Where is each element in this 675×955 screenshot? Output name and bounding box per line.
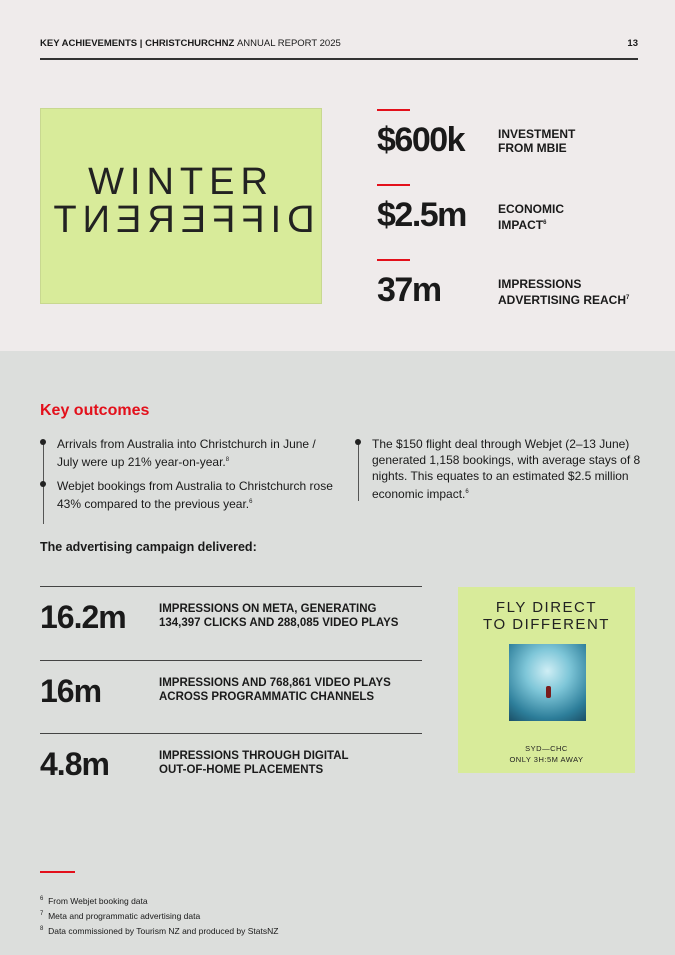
stat-economic-impact: [377, 184, 564, 234]
list-item: Webjet bookings from Australia to Christchurch rose 43% compared to the previous year.$^6$: [40, 478, 340, 512]
campaign-row: [40, 586, 422, 659]
row-label: IMPRESSIONS THROUGH DIGITAL OUT-OF-HOME PLACEMENTS: [159, 750, 349, 776]
ice-cave-photo: [509, 644, 586, 721]
footnote-rule: [40, 871, 75, 873]
fly-direct-ad: [458, 587, 635, 773]
stat-value: $600k: [377, 121, 465, 159]
red-rule: [377, 259, 410, 261]
row-label: IMPRESSIONS AND 768,861 VIDEO PLAYS ACROSS PROGRAMMATIC CHANNELS: [159, 677, 391, 703]
row-value: 16.2m: [40, 599, 126, 635]
stat-label: INVESTMENT FROM MBIE: [498, 127, 576, 155]
list-item: Arrivals from Australia into Christchurch in June / July were up 21% year-on-year.$^8$: [40, 436, 340, 470]
stat-label: IMPRESSIONS ADVERTISING REACH$^7$: [498, 277, 630, 307]
row-value: 16m: [40, 673, 102, 709]
list-item: The $150 flight deal through Webjet (2–13 June) generated 1,158 bookings, with average stays of 8 nights. This equates to an estimated $2.5 million economic impact.$^6$: [355, 436, 645, 502]
footnote: $^8$ Data commissioned by Tourism NZ and produced by StatsNZ: [40, 925, 279, 936]
separator: |: [139, 38, 143, 49]
header-divider: [40, 58, 638, 60]
page-number: 13: [627, 38, 638, 49]
stat-label: ECONOMIC IMPACT$^6$: [498, 202, 564, 232]
footnotes: [40, 893, 278, 937]
stat-value: $2.5m: [377, 196, 466, 234]
campaign-row: [40, 733, 422, 806]
footnote: $^6$ From Webjet booking data: [40, 895, 148, 906]
outcomes-left: [40, 436, 340, 520]
stat-investment: [377, 109, 576, 159]
person-figure: [546, 686, 551, 698]
row-value: 4.8m: [40, 746, 109, 782]
ad-title: FLY DIRECT TO DIFFERENT: [483, 599, 610, 633]
key-outcomes-title: Key outcomes: [40, 402, 150, 419]
row-label: IMPRESSIONS ON META, GENERATING 134,397 CLICKS AND 288,085 VIDEO PLAYS: [159, 603, 399, 629]
campaign-title: The advertising campaign delivered:: [40, 540, 257, 554]
image-line2: DIFFERENT: [47, 199, 315, 241]
brand: CHRISTCHURCHNZ: [145, 38, 235, 49]
stat-value: 37m: [377, 271, 441, 309]
winter-different-image: [40, 108, 322, 304]
footnote: $^7$ Meta and programmatic advertising data: [40, 910, 201, 921]
stat-impressions: [377, 259, 630, 309]
red-rule: [377, 109, 410, 111]
campaign-row: [40, 660, 422, 733]
report-title: ANNUAL REPORT 2025: [236, 38, 341, 49]
image-line1: WINTER: [88, 161, 274, 203]
red-rule: [377, 184, 410, 186]
running-header: [40, 38, 341, 49]
ad-subtitle: SYD—CHC ONLY 3H:5M AWAY: [509, 744, 584, 764]
section-name: KEY ACHIEVEMENTS: [40, 38, 138, 49]
outcomes-right: [355, 436, 645, 510]
